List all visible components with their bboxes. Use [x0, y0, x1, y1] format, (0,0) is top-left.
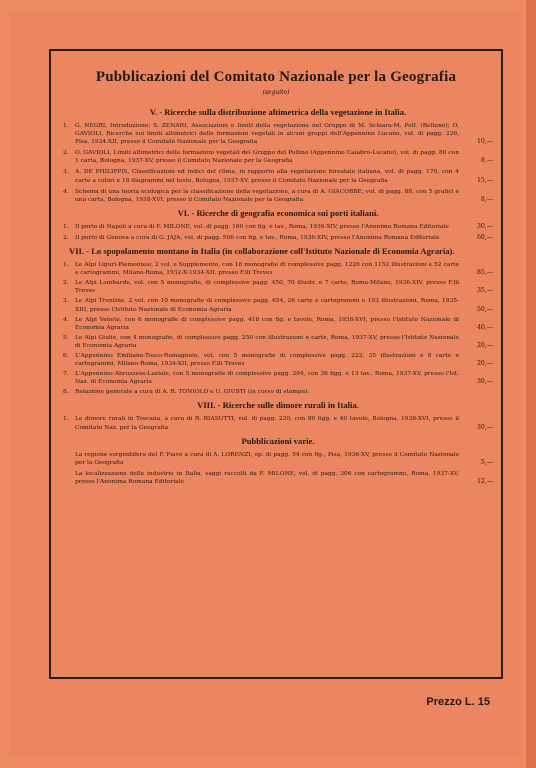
list-item — [63, 188, 493, 204]
item-number — [63, 451, 75, 467]
item-text: Le Alpi Lombarde, vol. con 5 monografie, di complessive pagg. 450, 70 illustr. e 7 carte, Roma-Milano, 1936-XIV, presso F.lli Treves — [75, 280, 459, 295]
item-text: Le Alpi Venete, con 6 monografie di complessive pagg. 418 con fig. e tavole, Roma, 1938-XVI, presso l'Istituto Nazionale di Economia Agraria — [75, 316, 459, 331]
page-edge — [526, 0, 536, 768]
item-price: 30,— — [476, 222, 493, 230]
item-price: 40,— — [476, 323, 493, 331]
item-price: 85,— — [476, 269, 493, 277]
list-item — [63, 297, 493, 313]
item-number — [63, 470, 75, 486]
list-item — [63, 234, 493, 242]
price-label: Prezzo L. 15 — [426, 696, 490, 708]
list-item — [63, 316, 493, 332]
list-item — [63, 415, 493, 431]
item-text: L'Appennino Abruzzese-Laziale, con 5 monografie di complessive pagg. 294, con 36 figg. e 13 tav., Roma, 1937-XV, presso l'Ist. Naz. di Economia Agraria — [75, 371, 459, 386]
item-number: 6. — [63, 352, 69, 359]
list-item — [63, 261, 493, 277]
item-price: 15,— — [476, 176, 493, 184]
section-heading-vii: VII. - Lo spopolamento montano in Italia (in collaborazione coll'Istituto Nazionale di Economia Agraria). — [69, 246, 455, 257]
item-price: 20,— — [476, 360, 493, 368]
item-number: 2. — [63, 150, 69, 157]
catalog-frame — [49, 49, 503, 679]
list-item — [63, 451, 493, 467]
item-number: 7. — [63, 371, 69, 378]
list-item — [63, 334, 493, 350]
section-heading-varie: Pubblicazioni varie. — [241, 435, 315, 446]
catalog-content — [63, 103, 493, 489]
item-number: 1. — [63, 123, 69, 129]
item-number: 2. — [63, 280, 69, 287]
item-text: Schema di una teoria ecologica per la classificazione della vegetazione, a cura di A. GIACOBBE, vol. di pagg. 88, con 5 grafici e una carta, Bologna, 1938-XVI, presso il Comitato Nazionale per la Geografia — [75, 188, 459, 203]
item-number: 1. — [63, 416, 69, 423]
item-price: 8,— — [480, 195, 493, 203]
item-price: 10,— — [476, 138, 493, 146]
item-number: 4. — [63, 188, 69, 195]
item-number: 8. — [63, 389, 69, 396]
item-text: Il porto di Napoli a cura di F. MILONE, vol. di pagg. 160 con fig. e tav., Roma, 1936-XIV, presso l'Anonima Romana Editoriale — [75, 223, 449, 230]
item-text: Le Alpi Liguri-Piemontesi, 2 vol. e Supplemento, con 18 monografie di complessive pagg. 1226 con 1152 illustrazioni e 52 carte e cartogrammi, Milano-Roma, 1932-X-1934-XII, presso F.lli Treves — [75, 262, 459, 277]
item-text: La localizzazione delle industrie in Italia, saggi raccolti da F. MILONE, vol. di pagg. 306 con cartogrammi, Roma, 1937-XV, presso l'Anonima Romana Editoriale — [75, 470, 459, 485]
item-text: La regione sorgentifera del F. Piave a cura di A. LORENZI, op. di pagg. 54 con fig., Pisa, 1936-XV, presso il Comitato Nazionale per la Geografia — [75, 451, 459, 466]
item-number: 4. — [63, 316, 69, 323]
list-item — [63, 149, 493, 165]
item-price: 12,— — [476, 477, 493, 485]
list-item — [63, 279, 493, 295]
item-number: 3. — [63, 169, 69, 176]
item-price: 5,— — [480, 458, 493, 466]
item-number: 5. — [63, 334, 69, 341]
item-number: 3. — [63, 298, 69, 305]
list-item — [63, 470, 493, 486]
item-text: Relazione generale a cura di A. R. TONIOLO e U. GIUSTI (in corso di stampa). — [75, 389, 310, 396]
item-number: 1. — [63, 223, 69, 230]
item-text: A. DE PHILIPPIS, Classificazioni ed indici del clima, in rapporto alla vegetazione forestale italiana, vol. di pagg. 170, con 4 carte a colori e 18 diagrammi nel testo, Bologna, 1937-XV, presso il Comitato Nazionale per la Geografia — [75, 169, 459, 184]
item-price: 30,— — [476, 378, 493, 386]
item-price: 8,— — [480, 157, 493, 165]
item-number: 1. — [63, 262, 69, 269]
list-item — [63, 370, 493, 386]
list-item — [63, 223, 493, 231]
item-price: 35,— — [476, 287, 493, 295]
list-item — [63, 168, 493, 184]
item-price: 60,— — [476, 233, 493, 241]
list-item — [63, 122, 493, 146]
page-title: Pubblicazioni del Comitato Nazionale per la Geografia — [95, 69, 457, 85]
item-text: Le Alpi Trentine, 2 vol. con 10 monografie di complessive pagg. 654, 26 carte e cartogrammi e 103 illustrazioni, Roma, 1935-XIII, presso l'Istituto Nazionale di Economia Agraria — [75, 298, 459, 313]
item-text: G. NEGRI, Introduzione; S. ZENARI, Associazioni e limiti della vegetazione nel Gruppo di M. Schiara-M. Pelf. (Belluno); O. GAVIOLI, Ricerche sui limiti altimetrici delle formazioni vegetali in alcuni gruppi dell'Appennino Lucano, vol. di pagg. 226, Pisa, 1934-XII, presso il Comitato Nazionale per la Geografia — [75, 123, 459, 146]
item-price: 20,— — [476, 341, 493, 349]
list-item — [63, 388, 493, 396]
list-item — [63, 352, 493, 368]
item-number: 2. — [63, 234, 69, 241]
item-text: O. GAVIOLI, Limiti altimetrici delle formazioni vegetali del Gruppo del Pollino (Appennino Calabro-Lucano), vol. di pagg. 80 con 1 carta, Bologna, 1937-XV, presso il Comitato Nazionale per la Geografia — [75, 150, 459, 165]
item-price: 50,— — [476, 305, 493, 313]
item-text: Le dimore rurali in Toscana, a cura di R. BIASUTTI, vol. di pagg. 220, con 80 figg. e 40 tavole, Bologna, 1938-XVI, presso il Comitato Naz. per la Geografia — [75, 416, 459, 431]
section-heading-v: V. - Ricerche sulla distribuzione altimetrica della vegetazione in Italia. — [149, 107, 407, 117]
item-text: Le Alpi Giulie, con 4 monografie, di complessive pagg. 250 con illustrazioni e carte, Roma, 1937-XV, presso l'Istituto Nazionale di Economia Agraria — [75, 334, 459, 349]
page-subtitle: (seguito) — [262, 89, 290, 96]
section-heading-viii: VIII. - Ricerche sulle dimore rurali in Italia. — [197, 400, 359, 411]
item-text: L'Appennino Emiliano-Tosco-Romagnolo, vol. con 5 monografie di complessive pagg. 222, 35 illustrazioni e 8 carte e cartogrammi, Milano-Roma, 1934-XII, presso F.lli Treves — [75, 352, 459, 368]
section-heading-vi: VI. - Ricerche di geografia economica sui porti italiani. — [177, 207, 379, 218]
item-text: Il porto di Genova a cura di G. JAJA, vol. di pagg. 506 con fig. e tav., Roma, 1936-XIV, presso l'Anonima Romana Editoriale — [75, 234, 440, 241]
item-price: 30,— — [476, 423, 493, 431]
